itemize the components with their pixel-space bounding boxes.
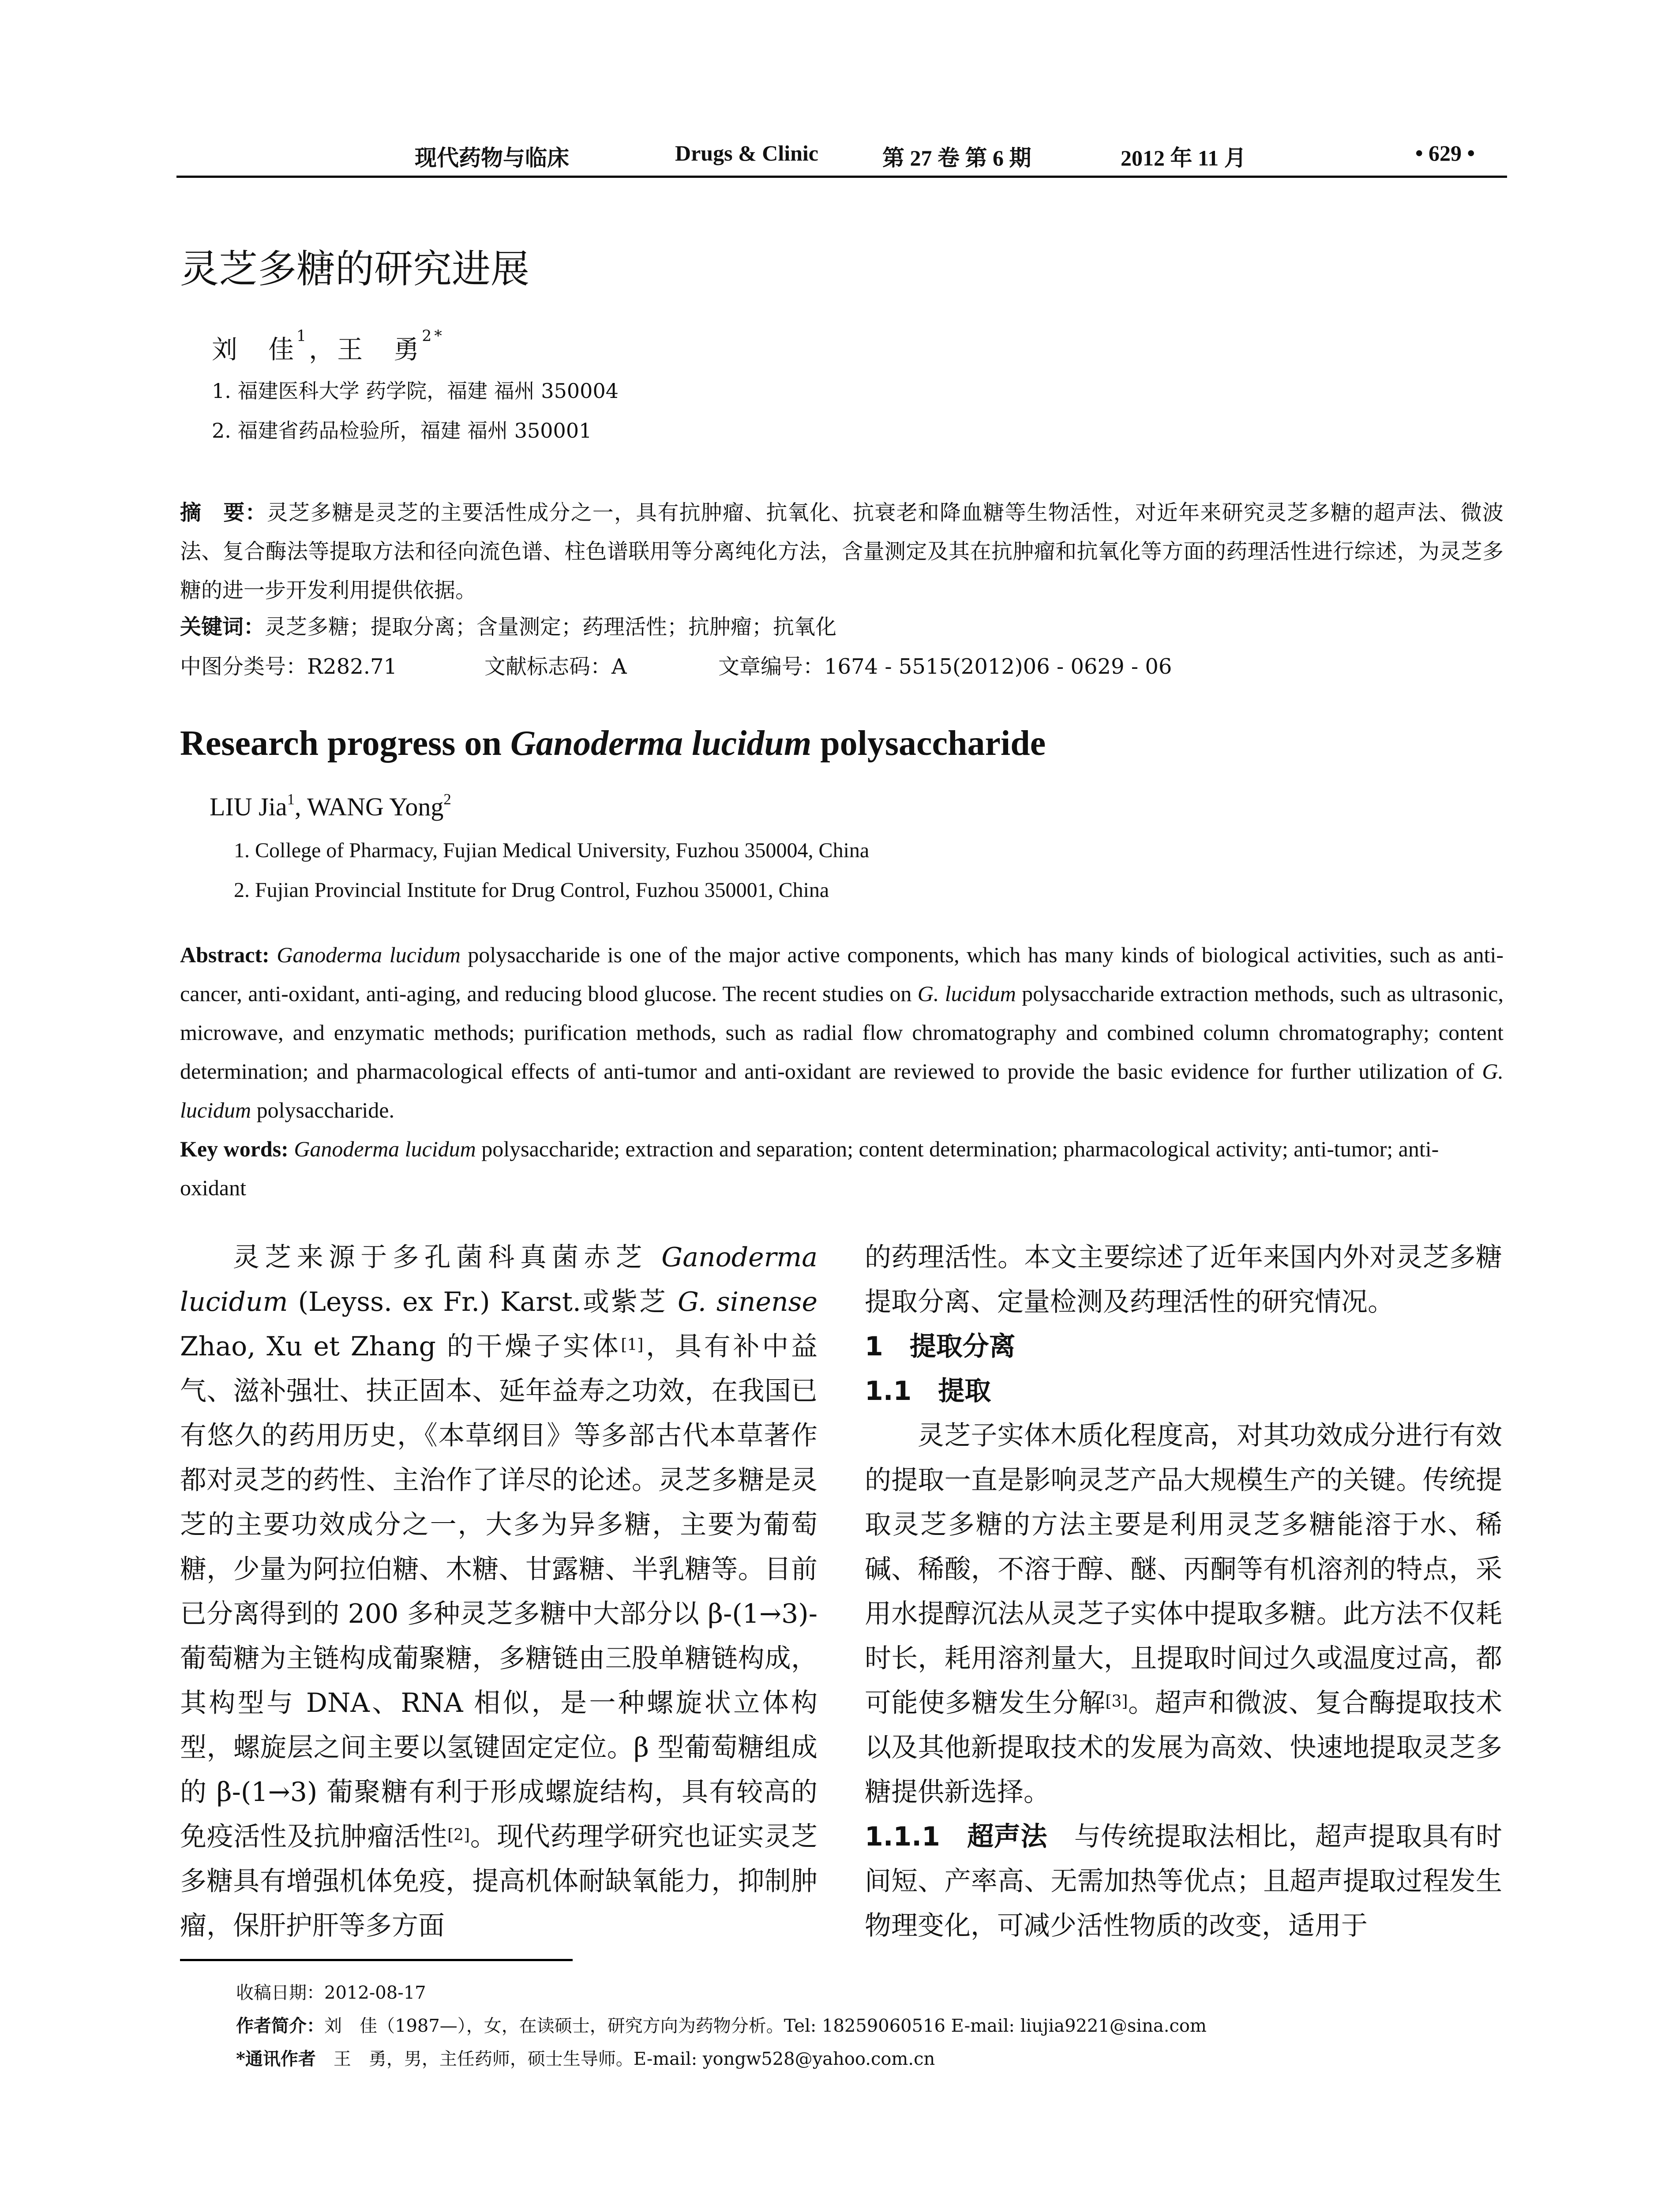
author-list-en xyxy=(210,792,451,822)
body-paragraph: 的药理活性。本文主要综述了近年来国内外对灵芝多糖提取分离、定量检测及药理活性的研究情况。 xyxy=(865,1242,1502,1317)
paper-title-cn: 灵芝多糖的研究进展 xyxy=(180,246,530,292)
abstract-cn xyxy=(180,493,1504,610)
paper-title-en xyxy=(180,724,1046,764)
author-name: LIU Jia xyxy=(210,792,287,821)
section-heading: 1 提取分离 xyxy=(865,1331,1016,1362)
species-name: Ganoderma lucidum xyxy=(277,942,461,967)
body-paragraph xyxy=(180,1235,818,1948)
author-affiliation-mark: 1 xyxy=(296,327,309,345)
running-header xyxy=(176,140,1507,178)
keywords-text: polysaccharide; extraction and separation; content determination; pharmacological activity; anti-tumor; anti-oxidant xyxy=(180,1137,1439,1200)
clc-number: 中图分类号：R282.71 xyxy=(180,654,398,679)
body-text: 。现代药理学研究也证实灵芝多糖具有增强机体免疫，提高机体耐缺氧能力，抑制肿瘤，保肝护肝等多方面 xyxy=(180,1821,818,1941)
journal-name-cn: 现代药物与临床 xyxy=(415,146,569,170)
species-name: Ganoderma lucidum xyxy=(180,1242,818,1317)
citation-link[interactable]: [1] xyxy=(621,1336,644,1354)
abstract-en xyxy=(180,935,1504,1129)
body-column-right xyxy=(865,1235,1502,1948)
body-text: Zhao, Xu et Zhang 的干燥子实体 xyxy=(180,1331,621,1362)
body-text: 灵芝来源于多孔菌科真菌赤芝 xyxy=(233,1242,662,1273)
author-list-cn xyxy=(212,329,445,366)
citation-link[interactable]: [3] xyxy=(1105,1692,1128,1711)
title-species: Ganoderma lucidum xyxy=(510,724,812,763)
species-name: G. lucidum xyxy=(180,1059,1504,1122)
footnote-corresponding-author xyxy=(236,2045,935,2070)
species-name: G. sinense xyxy=(677,1287,818,1317)
keywords-cn xyxy=(180,610,1504,640)
abstract-text: polysaccharide extraction methods, such as ultrasonic, microwave, and enzymatic methods; purification methods, such as radial flow chromatography and combined column chromatography; content determination; and pharmacological effects of anti-tumor and anti-oxidant are reviewed to provide the basic evidence for further utilization of xyxy=(180,981,1504,1084)
author-name: WANG Yong xyxy=(307,792,444,821)
abstract-label-en: Abstract: xyxy=(180,942,270,967)
page-number: • 629 • xyxy=(1415,141,1475,165)
body-text: 灵芝子实体木质化程度高，对其功效成分进行有效的提取一直是影响灵芝产品大规模生产的关键。传统提取灵芝多糖的方法主要是利用灵芝多糖能溶于水、稀碱、稀酸，不溶于醇、醚、丙酮等有机溶剂的特点，采用水提醇沉法从灵芝子实体中提取多糖。此方法不仅耗时长，耗用溶剂量大，且提取时间过久或温度过高，都可能使多糖发生分解 xyxy=(865,1420,1502,1718)
footnote-author-bio xyxy=(236,2012,1207,2037)
body-text: 与传统提取法相比，超声提取具有时间短、产率高、无需加热等优点；且超声提取过程发生物理变化，可减少活性物质的改变，适用于 xyxy=(865,1821,1502,1941)
footnote-received-date: 收稿日期：2012-08-17 xyxy=(236,1983,426,2003)
footnote-label: *通讯作者 xyxy=(236,2048,316,2069)
keywords-text-cn: 灵芝多糖；提取分离；含量测定；药理活性；抗肿瘤；抗氧化 xyxy=(265,615,837,639)
affiliation-en-1: 1. College of Pharmacy, Fujian Medical University, Fuzhou 350004, China xyxy=(234,839,870,862)
subsection-heading: 1.1 提取 xyxy=(865,1376,991,1407)
affiliation-en-2: 2. Fujian Provincial Institute for Drug Control, Fuzhou 350001, China xyxy=(234,878,829,902)
species-name: G. lucidum xyxy=(917,981,1016,1006)
subsubsection-heading: 1.1.1 超声法 xyxy=(865,1821,1048,1852)
footnote-divider xyxy=(180,1959,573,1961)
abstract-text: polysaccharide. xyxy=(251,1098,394,1122)
body-text: (Leyss. ex Fr.) Karst.或紫芝 xyxy=(288,1287,678,1317)
keywords-label-cn: 关键词： xyxy=(180,615,265,639)
footnote-label: 作者简介： xyxy=(236,2015,324,2036)
document-code: 文献标志码：A xyxy=(484,654,627,679)
species-name: Ganoderma lucidum xyxy=(294,1137,476,1161)
keywords-en xyxy=(180,1129,1504,1207)
footnote-text: 刘 佳（1987—），女，在读硕士，研究方向为药物分析。Tel: 18259060516 E-mail: liujia9221@sina.com xyxy=(324,2016,1207,2036)
author-affiliation-mark: 2* xyxy=(422,327,445,345)
footnote-text: 王 勇，男，主任药师，硕士生导师。E-mail: yongw528@yahoo.com.cn xyxy=(315,2049,935,2069)
author-separator: , xyxy=(294,792,307,821)
abstract-label-cn: 摘 要： xyxy=(180,500,267,525)
body-text: ，具有补中益气、滋补强壮、扶正固本、延年益寿之功效，在我国已有悠久的药用历史，《本草纲目》等多部古代本草著作都对灵芝的药性、主治作了详尽的论述。灵芝多糖是灵芝的主要功效成分之一，大多为异多糖，主要为葡萄糖，少量为阿拉伯糖、木糖、甘露糖、半乳糖等。目前已分离得到的 200 多种灵芝多糖中大部分以 β-(1→3)-葡萄糖为主链构成葡聚糖，多糖链由三股单糖链构成，其构型与 DNA、RNA 相似，是一种螺旋状立体构型，螺旋层之间主要以氢键固定定位。β 型葡萄糖组成的 β-(1→3) 葡聚糖有利于形成螺旋结构，具有较高的免疫活性及抗肿瘤活性 xyxy=(180,1331,818,1852)
author-affiliation-mark: 2 xyxy=(443,790,451,808)
affiliation-cn-1: 1. 福建医科大学 药学院，福建 福州 350004 xyxy=(212,379,619,403)
body-column-left xyxy=(180,1235,818,1948)
abstract-text: polysaccharide is one of the major active components, which has many kinds of biological activities, such as anti-cancer, anti-oxidant, anti-aging, and reducing blood glucose. The recent studies on xyxy=(180,942,1504,1006)
issue-date: 2012 年 11 月 xyxy=(1121,146,1246,170)
keywords-label-en: Key words: xyxy=(180,1137,289,1161)
author-separator: ， xyxy=(309,334,338,364)
body-paragraph xyxy=(865,1815,1502,1948)
affiliation-cn-2: 2. 福建省药品检验所，福建 福州 350001 xyxy=(212,419,592,443)
abstract-text-cn: 灵芝多糖是灵芝的主要活性成分之一，具有抗肿瘤、抗氧化、抗衰老和降血糖等生物活性，对近年来研究灵芝多糖的超声法、微波法、复合酶法等提取方法和径向流色谱、柱色谱联用等分离纯化方法，含量测定及其在抗肿瘤和抗氧化等方面的药理活性进行综述，为灵芝多糖的进一步开发利用提供依据。 xyxy=(180,500,1504,603)
citation-link[interactable]: [2] xyxy=(447,1826,470,1845)
author-name: 刘 佳 xyxy=(212,334,297,364)
article-number: 文章编号：1674 - 5515(2012)06 - 0629 - 06 xyxy=(718,654,1172,679)
volume-issue: 第 27 卷 第 6 期 xyxy=(882,146,1031,170)
title-text: Research progress on xyxy=(180,724,510,763)
journal-name-en: Drugs & Clinic xyxy=(675,141,818,165)
author-affiliation-mark: 1 xyxy=(287,790,295,808)
body-text: 。超声和微波、复合酶提取技术以及其他新提取技术的发展为高效、快速地提取灵芝多糖提供新选择。 xyxy=(865,1688,1503,1808)
author-name: 王 勇 xyxy=(337,334,422,364)
body-paragraph xyxy=(865,1414,1502,1815)
title-text: polysaccharide xyxy=(811,724,1046,763)
